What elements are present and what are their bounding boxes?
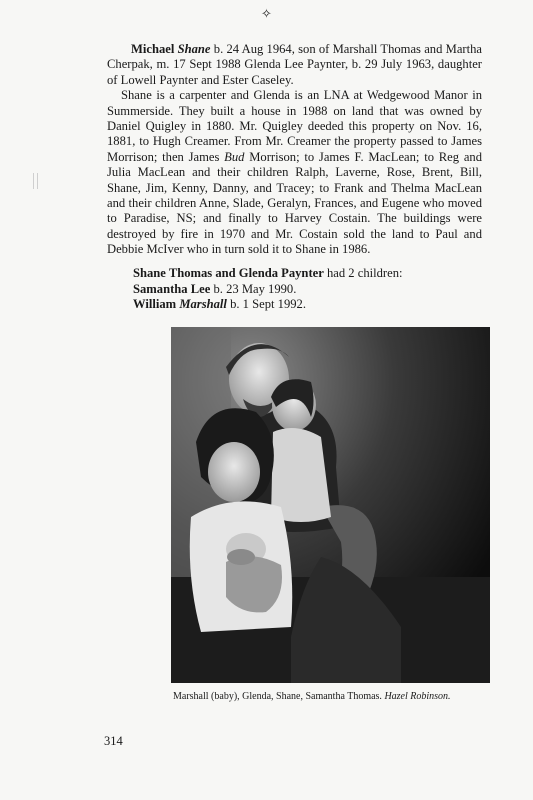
photo-caption: [173, 690, 489, 703]
child-birth: b. 1 Sept 1992.: [226, 297, 306, 312]
paragraph-property-history: [107, 88, 482, 257]
caption-text: Marshall (baby), Glenda, Shane, Samantha Thomas.: [173, 691, 385, 702]
parents-names: Shane Thomas and Glenda Paynter: [133, 266, 324, 280]
person-name: Michael: [131, 42, 175, 56]
page-number: 314: [104, 734, 123, 748]
nickname-italic: Bud: [224, 149, 245, 164]
ornament-glyph: ✧: [261, 6, 272, 21]
child-name: William: [133, 297, 177, 312]
paragraph-michael-shane: [107, 42, 482, 88]
caption-credit: Hazel Robinson.: [384, 691, 451, 702]
child-entry: [133, 282, 493, 298]
child-middle-name: Marshall: [179, 297, 227, 312]
paragraph-text: b. 24 Aug 1964, son of Marshall Thomas and Martha Cherpak, m. 17 Sept 1988 Glenda Lee Paynter, b. 29 July 1963, daughter of Lowell Paynter and Ester Caseley.: [107, 42, 482, 87]
children-count: had 2 children:: [323, 266, 403, 280]
person-nickname: Shane: [177, 42, 211, 56]
children-list: [133, 266, 493, 313]
child-birth: b. 23 May 1990.: [210, 281, 297, 296]
paragraph-text: Shane is a carpenter and Glenda is an LNA at Wedgewood Manor in Summerside. They built a house in 1988 on land that was owned by Daniel Quigley in 1880. Mr. Quigley deeded this property on Nov. 16, 1881, to Hugh Creamer. From Mr. Creamer the property passed to James Morrison; then James: [107, 88, 482, 164]
margin-mark: [37, 173, 38, 189]
child-name: Samantha Lee: [133, 281, 211, 296]
body-text: [107, 42, 482, 258]
family-photo: [171, 327, 490, 683]
child-entry: [133, 297, 493, 313]
family-photo-image: [171, 327, 490, 683]
children-intro: [133, 266, 493, 282]
margin-mark: [33, 173, 34, 189]
paragraph-text: Morrison; to James F. MacLean; to Reg and Julia MacLean and their children Ralph, Laverne, Rose, Brent, Bill, Shane, Jim, Kenny, Danny, and Tracey; to Frank and Thelma MacLean and their children Anne, Slade, Geralyn, Frances, and Eugene who moved to Paradise, NS; and finally to Harvey Costain. The buildings were destroyed by fire in 1970 and Mr. Costain sold the land to Paul and Debbie McIver who in turn sold it to Shane in 1986.: [107, 149, 483, 257]
